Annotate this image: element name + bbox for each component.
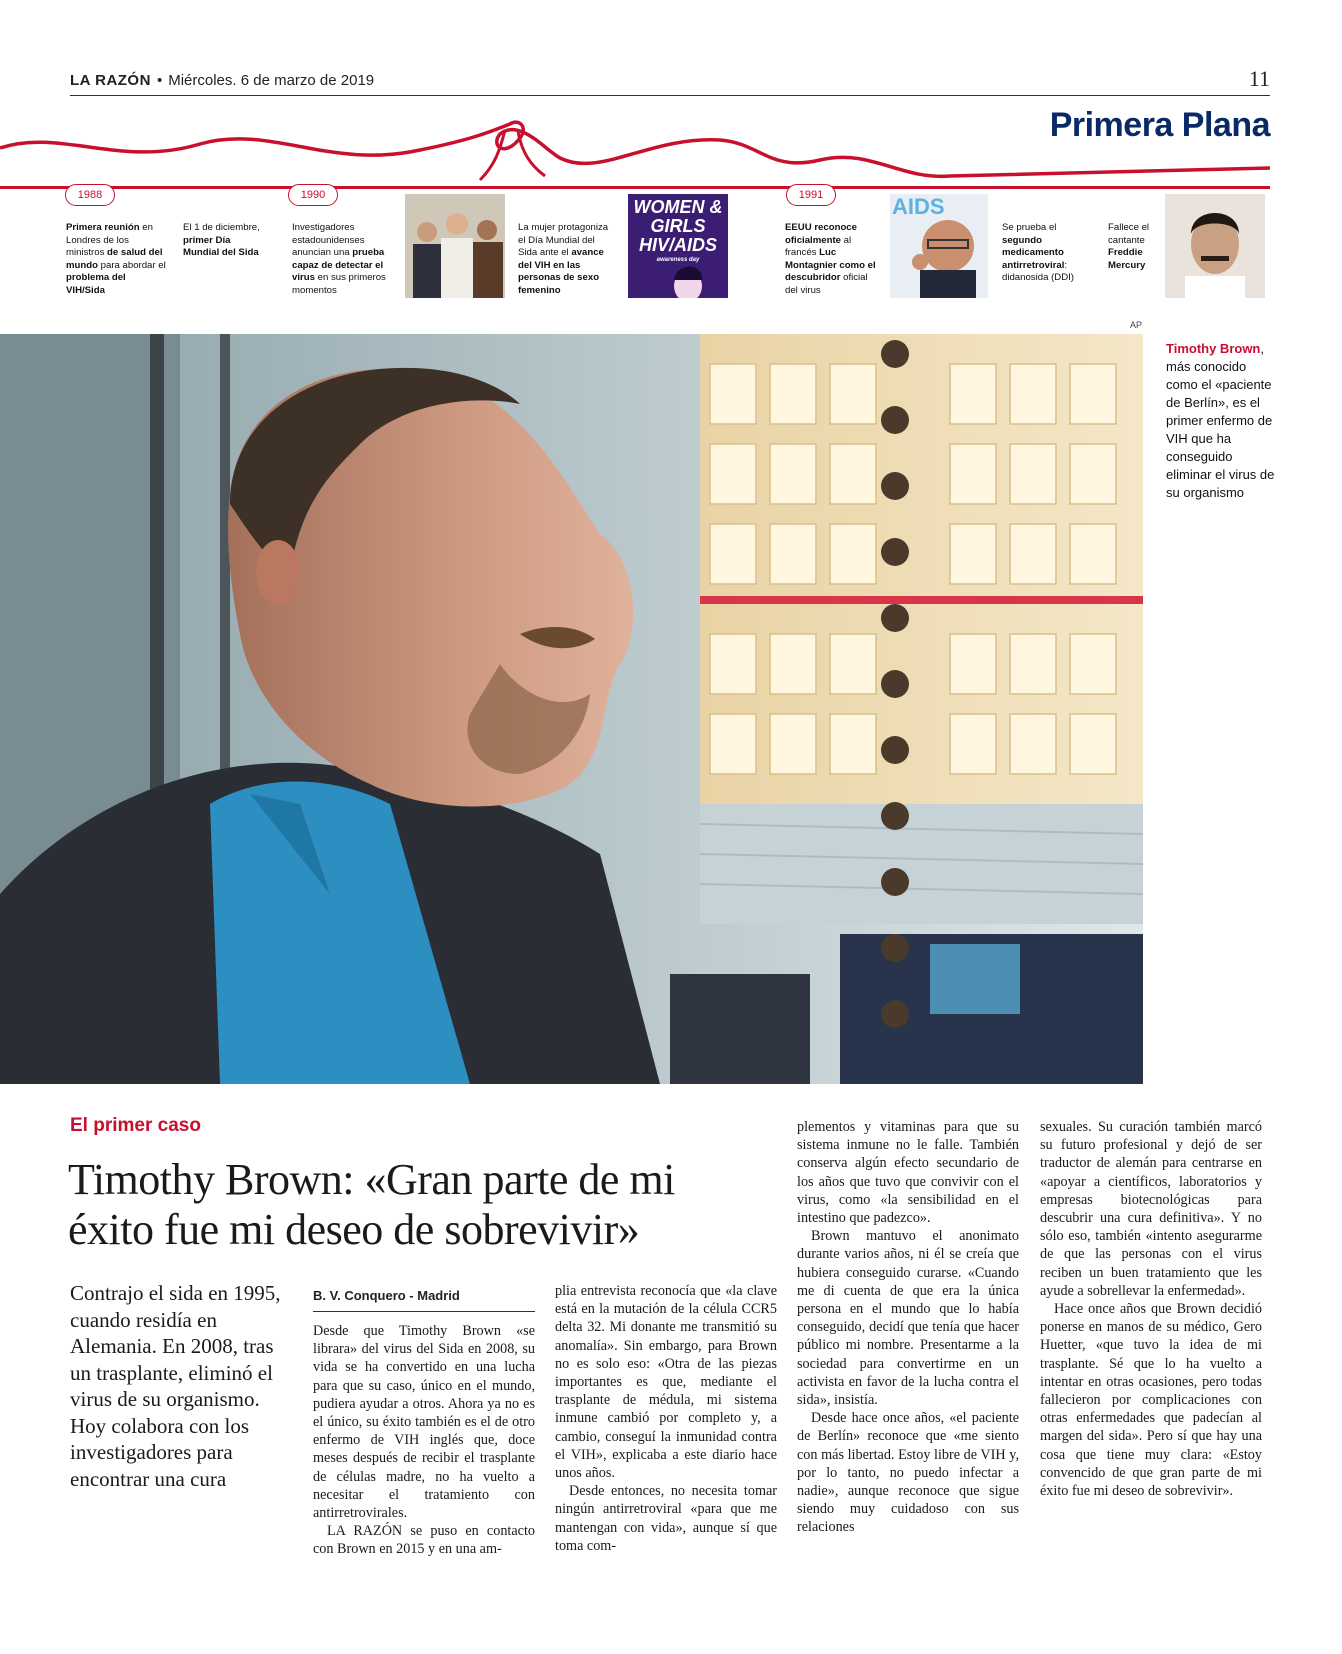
article-kicker: El primer caso [70, 1115, 201, 1136]
timeline-entry: Primera reunión en Londres de los ministros de salud del mundo para abordar el problema del VIH/Sida [66, 222, 166, 296]
article-byline: B. V. Conquero - Madrid [313, 1288, 535, 1312]
freddie-mercury-photo [1165, 194, 1265, 298]
section-title: Primera Plana [1049, 106, 1270, 144]
photo-caption [1166, 340, 1276, 502]
timeline-entry: Se prueba el segundo medicamento antirretroviral: didanosida (DDI) [1002, 222, 1074, 283]
aids-poster-text: AIDS [892, 194, 945, 219]
timeline-line [0, 186, 1270, 189]
luc-montagnier-photo [890, 194, 988, 298]
article-standfirst: Contrajo el sida en 1995, cuando residía en Alemania. En 2008, tras un trasplante, eliminó el virus de su organismo. Hoy colabora con los investigadores para encontrar una cura [70, 1281, 281, 1491]
timeline-year: 1990 [288, 184, 338, 206]
timeline-entry: La mujer protagoniza el Día Mundial del Sida ante el avance del VIH en las personas de sexo femenino [518, 222, 609, 296]
timeline-year: 1991 [786, 184, 836, 206]
article-paragraph: plementos y vitaminas para que su sistema inmune no le falle. También conserva algún efecto secundario de los años que tuvo que convivir con el virus, como «la sensibilidad en el intestino que padezco». [797, 1119, 1019, 1227]
timeline-year: 1988 [65, 184, 115, 206]
researchers-photo [405, 194, 505, 298]
timeline-entry: Fallece el cantante Freddie Mercury [1108, 222, 1150, 271]
timothy-brown-photo [0, 334, 1143, 1084]
women-girls-hiv-poster [628, 194, 728, 298]
article-paragraph: LA RAZÓN se puso en contacto con Brown en 2015 y en una am- [313, 1523, 535, 1558]
publication-mention: LA RAZÓN [327, 1523, 403, 1540]
article-paragraph: Hace once años que Brown decidió ponerse en manos de su médico, Gero Huetter, «que tuvo la idea de mi trasplante. Sé que lo ha vuelto a intentar en otras ocasiones, pero todas fallecieron por complicaciones con otras enfermedades que padecían al margen del sida». Pero sí que hay una cosa que tiene muy clara: «Estoy convencido de que gran parte de mi éxito fue mi deseo de sobrevivir». [1040, 1301, 1262, 1500]
issue-date: Miércoles. 6 de marzo de 2019 [168, 72, 375, 89]
article-paragraph: sexuales. Su curación también marcó su futuro profesional y dejó de ser traductor de alemán para centrarse en «apoyar a científicos, laboratorios y empresas biotecnológicas para descubrir una cura definitiva». Y no sólo eso, también «intento asegurarme de que las personas con el virus reciben un buen tratamiento que les ayude a sobrellevar la enfermedad». [1040, 1119, 1262, 1299]
article-column-4 [1040, 1118, 1262, 1500]
article-paragraph: Desde hace once años, «el paciente de Berlín» reconoce que «me siento con más libertad. Estoy libre de VIH y, por lo tanto, no puedo infectar a nadie», aunque reconoce que sigue siendo muy cuidadoso con sus relaciones [797, 1410, 1019, 1536]
article-column-3 [797, 1118, 1019, 1537]
page-number: 11 [1248, 66, 1270, 91]
photo-credit: AP [1130, 320, 1143, 330]
article-column-2 [555, 1282, 777, 1555]
timeline-entry: El 1 de diciembre, primer Día Mundial del Sida [183, 222, 260, 258]
header-rule [70, 95, 1270, 96]
article-column-1 [313, 1322, 535, 1559]
caption-text: , más conocido como el «paciente de Berlín», es el primer enfermo de VIH que ha conseguido eliminar el virus de su organismo [1166, 341, 1275, 500]
publication-name: LA RAZÓN [70, 72, 151, 89]
article-paragraph: Desde que Timothy Brown «se librara» del virus del Sida en 2008, su vida se ha convertido en una lucha para que su caso, único en el mundo, pudiera ayudar a otros. Ahora ya no es el único, su éxito también es el de otro enfermo de VIH inglés que, doce meses después de recibir el trasplante de células madre, no ha vuelto a necesitar el tratamiento con antirretrovirales. [313, 1323, 535, 1522]
timeline-entry: EEUU reconoce oficialmente al francés Luc Montagnier como el descubridor oficial del virus [785, 222, 876, 296]
timeline-entry: Investigadores estadounidenses anuncian una prueba capaz de detectar el virus en sus primeros momentos [292, 222, 386, 296]
article-paragraph: Desde entonces, no necesita tomar ningún antirretroviral «para que me mantengan con vida», aunque sí que toma com- [555, 1483, 777, 1554]
caption-name: Timothy Brown [1166, 341, 1261, 356]
article-headline: Timothy Brown: «Gran parte de mi éxito fue mi deseo de sobrevivir» [68, 1155, 675, 1254]
poster-title: WOMEN & GIRLS HIV/AIDS [633, 197, 723, 255]
poster-subtitle: awareness day [656, 257, 700, 263]
article-paragraph: plia entrevista reconocía que «la clave está en la mutación de la célula CCR5 delta 32. Mi donante me transmitió su anomalía». Sin embargo, para Brown no es solo eso: «Otra de las piezas importantes es que, mediante el trasplante de médula, mi sistema inmune cambió por completo y, a cambio, conseguí la inmunidad contra el VIH», explicaba a este diario hace unos años. [555, 1283, 777, 1482]
article-paragraph: Brown mantuvo el anonimato durante varios años, ni él se creía que hubiera conseguido curarse. «Cuando me di cuenta de que era la única persona en el mundo que lo había conseguido, decidí que tenía que hacer público mi nombre. Presentarme a la sociedad para convertirme en un activista en favor de la lucha contra el sida», insistía. [797, 1228, 1019, 1409]
masthead: LA RAZÓN • Miércoles. 6 de marzo de 2019 [70, 72, 375, 89]
